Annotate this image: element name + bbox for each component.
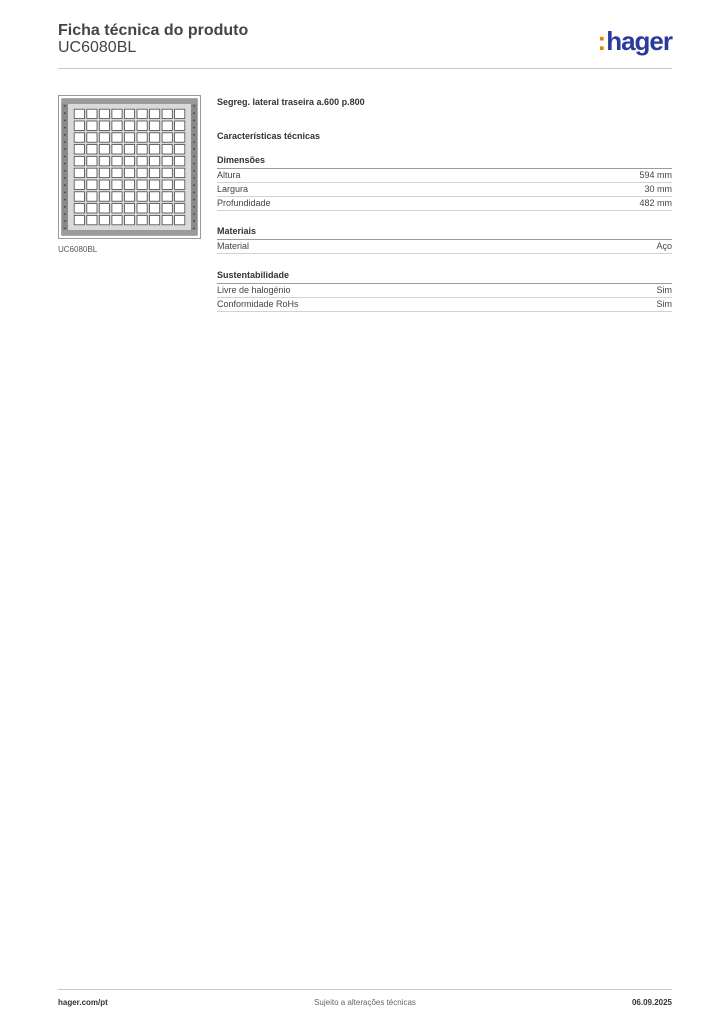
specs-title: Características técnicas [217, 131, 321, 141]
document-title: Ficha técnica do produto [58, 22, 249, 39]
mounting-hole [193, 228, 195, 230]
spec-label: Altura [217, 170, 241, 180]
page-header [58, 20, 672, 70]
panel-cell [150, 133, 160, 142]
panel-cell [137, 204, 147, 213]
header-divider [58, 68, 672, 69]
panel-cell [137, 215, 147, 224]
spec-label: Material [217, 241, 250, 251]
spec-label: Conformidade RoHs [217, 299, 299, 309]
section-title: Dimensões [217, 155, 266, 165]
mounting-hole [193, 170, 195, 172]
panel-cell [99, 133, 109, 142]
mounting-hole [193, 120, 195, 122]
panel-cell [87, 204, 97, 213]
mounting-hole [64, 112, 66, 114]
panel-cell [99, 109, 109, 118]
specs-panel [217, 96, 672, 312]
panel-cell [124, 192, 134, 201]
panel-cell [87, 180, 97, 189]
mounting-hole [193, 134, 195, 136]
panel-cell [124, 133, 134, 142]
panel-cell [150, 180, 160, 189]
mounting-hole [64, 170, 66, 172]
panel-cell [87, 168, 97, 177]
mounting-hole [64, 127, 66, 129]
spec-row [217, 183, 672, 197]
panel-cell [87, 156, 97, 165]
section-header [217, 269, 672, 284]
panel-cell [74, 109, 84, 118]
panel-cell [137, 145, 147, 154]
spec-value: 482 mm [639, 198, 672, 208]
product-image [58, 95, 201, 239]
mounting-hole [193, 184, 195, 186]
panel-cell [99, 145, 109, 154]
mounting-hole [64, 228, 66, 230]
mounting-hole [193, 206, 195, 208]
mounting-hole [64, 220, 66, 222]
mounting-hole [64, 199, 66, 201]
panel-cell [175, 109, 185, 118]
panel-cell [124, 156, 134, 165]
panel-cell [74, 204, 84, 213]
section-header [217, 225, 672, 240]
panel-cell [99, 156, 109, 165]
panel-cell [175, 204, 185, 213]
panel-cell [74, 121, 84, 130]
panel-cell [150, 121, 160, 130]
panel-cell [162, 192, 172, 201]
section-title: Sustentabilidade [217, 270, 290, 280]
mounting-hole [193, 127, 195, 129]
spec-value: Sim [656, 299, 672, 309]
footer-note: Sujeito a alterações técnicas [314, 998, 416, 1007]
panel-cell [112, 133, 122, 142]
section-header [217, 154, 672, 169]
panel-cell [137, 180, 147, 189]
panel-cell [74, 168, 84, 177]
spec-value: 594 mm [639, 170, 672, 180]
panel-cell [99, 121, 109, 130]
website-link[interactable]: hager.com/pt [58, 998, 108, 1007]
product-name: Segreg. lateral traseira a.600 p.800 [217, 97, 365, 107]
panel-cell [175, 121, 185, 130]
logo-mark: : [597, 26, 606, 56]
spec-row [217, 197, 672, 211]
panel-cell [99, 215, 109, 224]
panel-cell [137, 156, 147, 165]
panel-cell [150, 156, 160, 165]
mounting-hole [64, 105, 66, 107]
panel-cell [124, 215, 134, 224]
mounting-hole [64, 148, 66, 150]
spec-label: Largura [217, 184, 249, 194]
panel-cell [162, 121, 172, 130]
mounting-hole [193, 148, 195, 150]
panel-cell [99, 180, 109, 189]
panel-cell [162, 204, 172, 213]
panel-cell [175, 192, 185, 201]
panel-cell [112, 180, 122, 189]
panel-cell [112, 192, 122, 201]
mounting-hole [64, 206, 66, 208]
panel-cell [137, 109, 147, 118]
panel-cell [150, 215, 160, 224]
panel-cell [137, 121, 147, 130]
mounting-hole [64, 192, 66, 194]
panel-cell [74, 215, 84, 224]
section-sustainability [217, 269, 672, 312]
panel-cell [175, 145, 185, 154]
mounting-hole [193, 177, 195, 179]
spec-label: Profundidade [217, 198, 271, 208]
mounting-hole [193, 105, 195, 107]
panel-cell [112, 215, 122, 224]
panel-cell [124, 145, 134, 154]
mounting-hole [193, 199, 195, 201]
mounting-hole [64, 134, 66, 136]
panel-cell [175, 215, 185, 224]
panel-cell [87, 192, 97, 201]
mounting-hole [64, 213, 66, 215]
panel-cell [87, 215, 97, 224]
panel-cell [150, 145, 160, 154]
panel-cell [124, 180, 134, 189]
mounting-hole [193, 141, 195, 143]
panel-cell [150, 192, 160, 201]
hager-logo [598, 26, 672, 57]
mounting-hole [64, 156, 66, 158]
spec-value: 30 mm [644, 184, 672, 194]
perforated-panel-image [59, 96, 200, 238]
panel-cell [124, 168, 134, 177]
panel-cell [137, 133, 147, 142]
panel-cell [162, 215, 172, 224]
panel-cell [112, 121, 122, 130]
panel-cell [162, 145, 172, 154]
panel-cell [74, 180, 84, 189]
panel-cell [137, 168, 147, 177]
mounting-hole [193, 213, 195, 215]
panel-cell [112, 204, 122, 213]
panel-cell [162, 168, 172, 177]
page-footer [58, 998, 672, 1010]
mounting-hole [193, 220, 195, 222]
section-title: Materiais [217, 226, 257, 236]
panel-cell [74, 192, 84, 201]
panel-cell [162, 180, 172, 189]
panel-cell [87, 145, 97, 154]
panel-cell [162, 109, 172, 118]
panel-cell [137, 192, 147, 201]
spec-row [217, 284, 672, 298]
mounting-hole [193, 156, 195, 158]
spec-value: Sim [656, 285, 672, 295]
spec-row [217, 240, 672, 254]
panel-cell [112, 145, 122, 154]
mounting-hole [193, 192, 195, 194]
panel-cell [175, 168, 185, 177]
panel-cell [175, 133, 185, 142]
mounting-hole [193, 112, 195, 114]
mounting-hole [193, 163, 195, 165]
panel-cell [124, 121, 134, 130]
product-code: UC6080BL [58, 39, 137, 56]
panel-cell [175, 156, 185, 165]
footer-date: 06.09.2025 [631, 998, 672, 1007]
panel-cell [150, 109, 160, 118]
panel-cell [99, 192, 109, 201]
panel-cell [74, 145, 84, 154]
spec-label: Livre de halogénio [217, 285, 291, 295]
panel-cell [175, 180, 185, 189]
panel-cell [112, 168, 122, 177]
panel-cell [162, 156, 172, 165]
panel-cell [150, 168, 160, 177]
spec-row [217, 298, 672, 312]
mounting-hole [64, 141, 66, 143]
panel-cell [99, 168, 109, 177]
mounting-hole [64, 177, 66, 179]
section-dimensions [217, 154, 672, 211]
panel-cell [162, 133, 172, 142]
panel-cell [74, 156, 84, 165]
panel-cell [112, 156, 122, 165]
section-materials [217, 225, 672, 254]
logo-text: hager [606, 26, 672, 56]
spec-row [217, 169, 672, 183]
image-caption: UC6080BL [58, 245, 98, 254]
panel-cell [124, 109, 134, 118]
footer-divider [58, 989, 672, 990]
panel-cell [150, 204, 160, 213]
panel-cell [87, 121, 97, 130]
panel-cell [74, 133, 84, 142]
spec-value: Aço [656, 241, 672, 251]
mounting-hole [64, 184, 66, 186]
panel-cell [112, 109, 122, 118]
mounting-hole [64, 163, 66, 165]
panel-cell [99, 204, 109, 213]
panel-cell [87, 133, 97, 142]
panel-cell [124, 204, 134, 213]
panel-cell [87, 109, 97, 118]
mounting-hole [64, 120, 66, 122]
